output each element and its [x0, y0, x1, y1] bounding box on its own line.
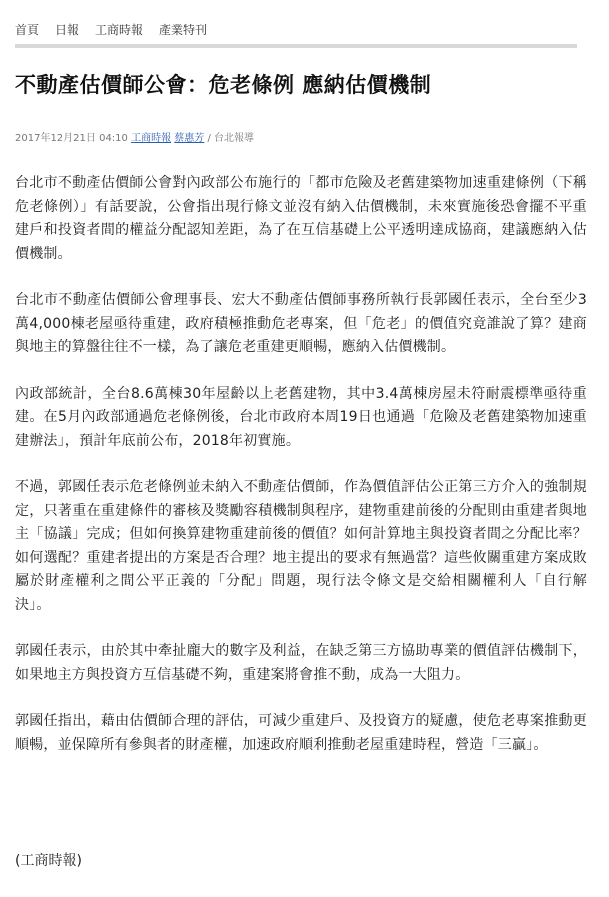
meta-separator: / [207, 133, 211, 144]
article-paragraph: 郭國任表示，由於其中牽扯龐大的數字及利益，在缺乏第三方協助專業的價值評估機制下，如果地主方與投資方互信基礎不夠，重建案將會推不動，成為一大阻力。 [15, 643, 587, 683]
top-nav [15, 22, 223, 38]
article-paragraph: 內政部統計，全台8.6萬棟30年屋齡以上老舊建物，其中3.4萬棟房屋未符耐震標準亟待重建。在5月內政部通過危老條例後，台北市政府本周19日也通過「危險及老舊建築物加速重建辦法」，預計年底前公布，2018年初實施。 [15, 385, 587, 449]
article-title: 不動產估價師公會：危老條例 應納估價機制 [15, 73, 432, 97]
article-paragraph: 台北市不動產估價師公會理事長、宏大不動產估價師事務所執行長郭國任表示，全台至少3萬4,000棟老屋亟待重建，政府積極推動危老專案，但「危老」的價值究竟誰說了算？建商與地主的算盤往往不一樣，為了讓危老重建更順暢，應納入估價機制。 [15, 292, 587, 355]
nav-divider [15, 44, 577, 48]
nav-item-home[interactable]: 首頁 [15, 23, 40, 37]
article-body [15, 172, 587, 780]
article-paragraph: 不過，郭國任表示危老條例並未納入不動產估價師，作為價值評估公正第三方介入的強制規定，只著重在重建條件的審核及獎勵容積機制與程序，建物重建前後的分配則由重建者與地主「協議」完成；但如何換算建物重建前後的價值？如何計算地主與投資者間之分配比率？如何選配？重建者提出的方案是否合理？地主提出的要求有無過當？這些攸關重建方案成敗屬於財產權利之間公平正義的「分配」問題，現行法令條文是交給相關權利人「自行解決」。 [15, 479, 587, 613]
nav-item-industry-special[interactable]: 產業特刊 [159, 23, 208, 37]
article-source: (工商時報) [15, 853, 82, 869]
nav-item-commercial-times[interactable]: 工商時報 [95, 23, 144, 37]
publication-link[interactable]: 工商時報 [131, 133, 172, 144]
article-paragraph: 郭國任指出，藉由估價師合理的評估，可減少重建戶、及投資方的疑慮，使危老專案推動更順暢，並保障所有參與者的財產權，加速政府順利推動老屋重建時程，營造「三贏」。 [15, 713, 587, 753]
article-meta [15, 132, 254, 146]
nav-item-daily[interactable]: 日報 [55, 23, 80, 37]
article-paragraph: 台北市不動產估價師公會對內政部公布施行的「都市危險及老舊建築物加速重建條例（下稱危老條例）」有話要說，公會指出現行條文並沒有納入估價機制，未來實施後恐會擺不平重建戶和投資者間的權益分配認知差距，為了在互信基礎上公平透明達成協商，建議應納入估價機制。 [15, 175, 587, 262]
report-location: 台北報導 [214, 133, 255, 144]
publish-datetime: 2017年12月21日 04:10 [15, 133, 128, 144]
author-link[interactable]: 蔡惠芳 [174, 133, 205, 144]
